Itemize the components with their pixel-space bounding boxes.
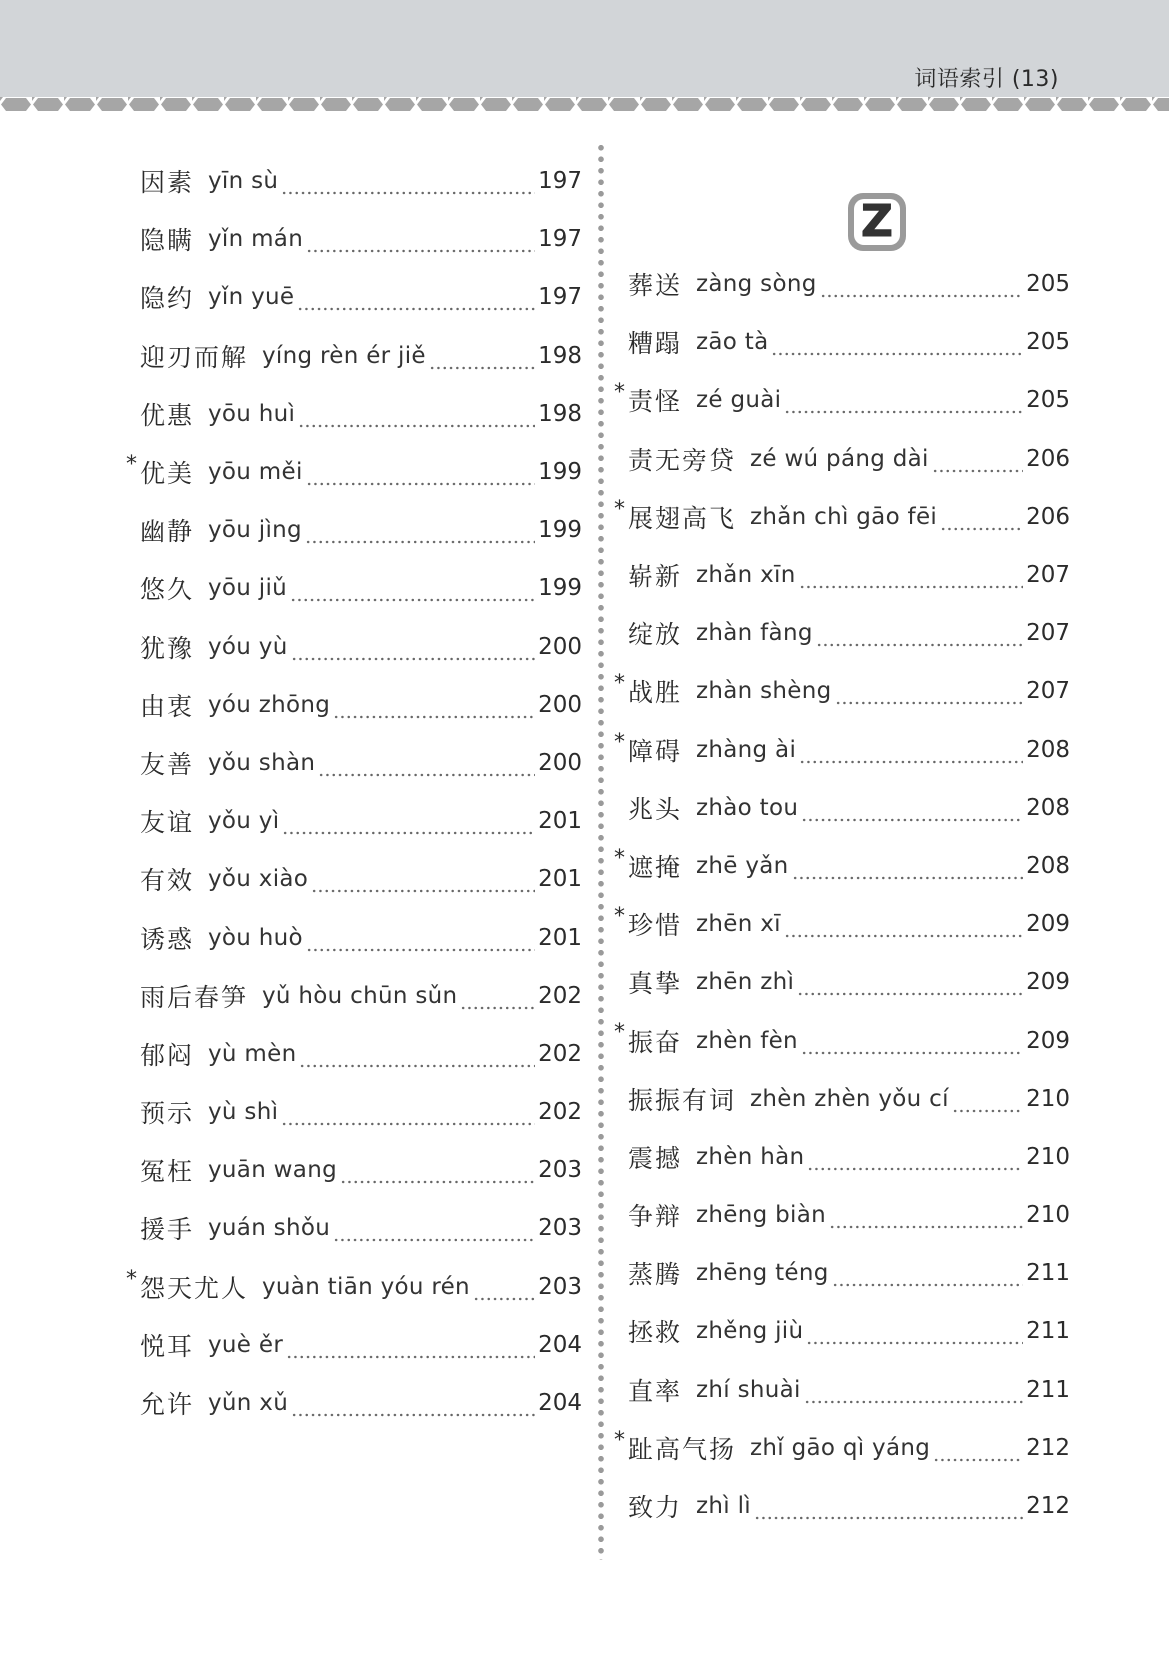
entry-hanzi: 预示 (140, 1099, 195, 1129)
entry-pinyin: yǐn yuē (208, 284, 295, 311)
index-column-right (614, 193, 1070, 1535)
star-marker-icon: * (614, 671, 625, 697)
dot-leader (807, 1147, 1023, 1171)
entry-pinyin: zhǎn chì gāo fēi (750, 503, 938, 530)
index-entry (140, 1316, 582, 1374)
entry-hanzi: 直率 (628, 1376, 683, 1406)
column-divider (597, 142, 605, 1560)
dot-leader (311, 869, 535, 893)
entry-hanzi: 责怪 (628, 387, 683, 417)
decorative-border (0, 97, 1169, 112)
dot-leader (298, 404, 535, 428)
dot-leader (804, 1380, 1023, 1404)
dot-leader (933, 1438, 1023, 1462)
index-entry (140, 1141, 582, 1199)
entry-hanzi: 真挚 (628, 969, 683, 999)
entry-hanzi: 因素 (140, 168, 195, 198)
entry-pinyin: yǒu shàn (208, 749, 316, 776)
entry-page-number: 197 (538, 284, 582, 311)
entry-hanzi: 遮掩 (628, 852, 683, 882)
entry-page-number: 207 (1026, 678, 1070, 705)
star-marker-icon: * (614, 380, 625, 406)
dot-leader (305, 520, 535, 544)
entry-page-number: 209 (1026, 1027, 1070, 1054)
entry-page-number: 200 (538, 691, 582, 718)
entry-hanzi: 冤枉 (140, 1157, 195, 1187)
entry-hanzi: 悦耳 (140, 1331, 195, 1361)
index-entry (628, 1477, 1070, 1535)
entry-page-number: 197 (538, 168, 582, 195)
entry-pinyin: zàng sòng (696, 271, 817, 298)
page-title: 词语索引 (13) (914, 67, 1059, 92)
entry-pinyin: yuán shǒu (208, 1215, 331, 1242)
entry-hanzi: 优惠 (140, 400, 195, 430)
dot-leader (306, 928, 535, 952)
dot-leader (306, 462, 535, 486)
index-list-left (126, 152, 582, 1432)
entry-page-number: 207 (1026, 620, 1070, 647)
entry-page-number: 206 (1026, 445, 1070, 472)
index-entry (628, 779, 1070, 837)
entry-pinyin: zhěng jiù (696, 1318, 804, 1345)
index-entry (628, 313, 1070, 371)
entry-page-number: 199 (538, 517, 582, 544)
dot-leader (291, 637, 536, 661)
entry-pinyin: yǒu xiào (208, 866, 309, 893)
index-entry (614, 1419, 1070, 1477)
entry-hanzi: 绽放 (628, 620, 683, 650)
entry-page-number: 199 (538, 575, 582, 602)
dot-leader (829, 1205, 1023, 1229)
dot-leader (297, 287, 535, 311)
index-entry (614, 895, 1070, 953)
entry-hanzi: 珍惜 (628, 911, 683, 941)
index-entry (140, 501, 582, 559)
index-entry (628, 546, 1070, 604)
star-marker-icon: * (126, 1266, 137, 1292)
entry-page-number: 203 (538, 1157, 582, 1184)
index-entry (614, 488, 1070, 546)
index-entry (140, 618, 582, 676)
dot-leader (940, 507, 1023, 531)
entry-pinyin: zhē yǎn (696, 852, 789, 879)
dot-leader (952, 1089, 1023, 1113)
entry-page-number: 211 (1026, 1260, 1070, 1287)
entry-hanzi: 责无旁贷 (628, 445, 737, 475)
index-entry (614, 371, 1070, 429)
index-entry (140, 1199, 582, 1257)
index-entry (140, 908, 582, 966)
entry-pinyin: yù shì (208, 1099, 279, 1126)
entry-pinyin: zhēng téng (696, 1260, 829, 1287)
index-entry (614, 721, 1070, 779)
index-list-right (614, 255, 1070, 1535)
index-entry (628, 255, 1070, 313)
entry-pinyin: yǔn xǔ (208, 1390, 289, 1417)
entry-pinyin: zhí shuài (696, 1376, 801, 1403)
entry-hanzi: 郁闷 (140, 1040, 195, 1070)
entry-hanzi: 振振有词 (628, 1085, 737, 1115)
index-entry (140, 268, 582, 326)
index-entry (140, 1083, 582, 1141)
dot-leader (835, 681, 1024, 705)
entry-page-number: 201 (538, 866, 582, 893)
dot-leader (299, 1044, 535, 1068)
star-marker-icon: * (614, 845, 625, 871)
star-marker-icon: * (126, 451, 137, 477)
entry-page-number: 197 (538, 226, 582, 253)
index-entry (628, 430, 1070, 488)
entry-hanzi: 友善 (140, 749, 195, 779)
dot-leader (333, 695, 535, 719)
index-entry (628, 1361, 1070, 1419)
star-marker-icon: * (614, 1020, 625, 1046)
index-column-left (126, 152, 582, 1432)
index-entry (614, 837, 1070, 895)
index-entry (140, 559, 582, 617)
entry-hanzi: 战胜 (628, 678, 683, 708)
dot-leader (801, 798, 1023, 822)
index-entry (140, 385, 582, 443)
entry-pinyin: zhēn xī (696, 911, 781, 938)
index-entry (140, 967, 582, 1025)
dot-leader (340, 1160, 535, 1184)
entry-hanzi: 糟蹋 (628, 329, 683, 359)
entry-pinyin: zhàng ài (696, 736, 797, 763)
index-entry (628, 953, 1070, 1011)
entry-hanzi: 隐约 (140, 284, 195, 314)
dot-leader (820, 274, 1023, 298)
entry-page-number: 200 (538, 749, 582, 776)
entry-pinyin: zhèn fèn (696, 1027, 798, 1054)
entry-pinyin: yuàn tiān yóu rén (262, 1273, 470, 1300)
entry-page-number: 212 (1026, 1434, 1070, 1461)
entry-page-number: 210 (1026, 1085, 1070, 1112)
entry-hanzi: 允许 (140, 1390, 195, 1420)
index-entry (628, 1244, 1070, 1302)
entry-page-number: 204 (538, 1390, 582, 1417)
entry-hanzi: 障碍 (628, 736, 683, 766)
entry-pinyin: yíng rèn ér jiě (262, 342, 426, 369)
dot-leader (306, 229, 535, 253)
dot-leader (429, 346, 535, 370)
dot-leader (816, 623, 1023, 647)
entry-pinyin: zhèn hàn (696, 1143, 805, 1170)
entry-hanzi: 有效 (140, 866, 195, 896)
entry-hanzi: 蒸腾 (628, 1260, 683, 1290)
index-entry (140, 792, 582, 850)
entry-page-number: 205 (1026, 329, 1070, 356)
section-letter: Z (861, 196, 893, 247)
dot-leader (784, 914, 1023, 938)
dot-leader (290, 578, 535, 602)
entry-hanzi: 友谊 (140, 808, 195, 838)
entry-pinyin: zhǐ gāo qì yáng (750, 1434, 931, 1461)
entry-pinyin: zhēng biàn (696, 1202, 826, 1229)
entry-page-number: 203 (538, 1273, 582, 1300)
index-entry (140, 152, 582, 210)
entry-hanzi: 震撼 (628, 1143, 683, 1173)
entry-page-number: 211 (1026, 1376, 1070, 1403)
entry-pinyin: yóu zhōng (208, 691, 331, 718)
entry-pinyin: zhào tou (696, 794, 799, 821)
entry-hanzi: 援手 (140, 1215, 195, 1245)
entry-pinyin: zhēn zhì (696, 969, 795, 996)
entry-hanzi: 悠久 (140, 575, 195, 605)
entry-page-number: 198 (538, 400, 582, 427)
index-entry (140, 850, 582, 908)
dot-leader (291, 1393, 535, 1417)
entry-page-number: 210 (1026, 1143, 1070, 1170)
entry-page-number: 209 (1026, 969, 1070, 996)
entry-hanzi: 怨天尤人 (140, 1273, 249, 1303)
dot-leader (792, 856, 1024, 880)
dot-leader (333, 1218, 535, 1242)
entry-page-number: 207 (1026, 562, 1070, 589)
entry-hanzi: 隐瞒 (140, 226, 195, 256)
dot-leader (799, 740, 1023, 764)
section-letter-badge (848, 193, 906, 251)
entry-hanzi: 幽静 (140, 517, 195, 547)
entry-pinyin: yǔ hòu chūn sǔn (262, 982, 458, 1009)
entry-hanzi: 崭新 (628, 562, 683, 592)
star-marker-icon: * (614, 1427, 625, 1453)
entry-hanzi: 葬送 (628, 271, 683, 301)
star-marker-icon: * (614, 904, 625, 930)
entry-page-number: 200 (538, 633, 582, 660)
index-entry (140, 676, 582, 734)
dot-leader (281, 171, 535, 195)
entry-pinyin: zé guài (696, 387, 782, 414)
entry-pinyin: zhàn shèng (696, 678, 832, 705)
index-entry (628, 1186, 1070, 1244)
entry-hanzi: 振奋 (628, 1027, 683, 1057)
entry-page-number: 201 (538, 924, 582, 951)
entry-hanzi: 雨后春笋 (140, 982, 249, 1012)
entry-pinyin: yōu huì (208, 400, 296, 427)
entry-hanzi: 迎刃而解 (140, 342, 249, 372)
entry-page-number: 202 (538, 1099, 582, 1126)
entry-pinyin: yǒu yì (208, 808, 280, 835)
dot-leader (460, 986, 535, 1010)
entry-hanzi: 优美 (140, 459, 195, 489)
entry-pinyin: zāo tà (696, 329, 769, 356)
entry-pinyin: yīn sù (208, 168, 279, 195)
index-entry (126, 1258, 582, 1316)
entry-hanzi: 兆头 (628, 794, 683, 824)
entry-pinyin: yōu měi (208, 459, 303, 486)
index-entry (614, 662, 1070, 720)
entry-page-number: 211 (1026, 1318, 1070, 1345)
dot-leader (801, 1031, 1023, 1055)
entry-pinyin: zhàn fàng (696, 620, 813, 647)
index-entry (628, 1128, 1070, 1186)
index-entry (140, 210, 582, 268)
entry-pinyin: yòu huò (208, 924, 303, 951)
entry-pinyin: yuè ěr (208, 1331, 284, 1358)
entry-hanzi: 致力 (628, 1493, 683, 1523)
entry-hanzi: 犹豫 (140, 633, 195, 663)
index-entry (628, 1070, 1070, 1128)
entry-pinyin: zhì lì (696, 1493, 751, 1520)
dot-leader (806, 1321, 1023, 1345)
entry-hanzi: 展翅高飞 (628, 503, 737, 533)
entry-hanzi: 趾高气扬 (628, 1434, 737, 1464)
entry-page-number: 208 (1026, 852, 1070, 879)
star-marker-icon: * (614, 496, 625, 522)
entry-pinyin: zhèn zhèn yǒu cí (750, 1085, 949, 1112)
entry-hanzi: 拯救 (628, 1318, 683, 1348)
dot-leader (281, 1102, 535, 1126)
entry-page-number: 204 (538, 1331, 582, 1358)
entry-page-number: 208 (1026, 736, 1070, 763)
dot-leader (286, 1335, 535, 1359)
entry-hanzi: 诱惑 (140, 924, 195, 954)
entry-page-number: 202 (538, 982, 582, 1009)
index-entry (140, 327, 582, 385)
entry-page-number: 199 (538, 459, 582, 486)
entry-hanzi: 争辩 (628, 1202, 683, 1232)
dot-leader (784, 390, 1023, 414)
star-marker-icon: * (614, 729, 625, 755)
entry-pinyin: yù mèn (208, 1040, 297, 1067)
dot-leader (797, 972, 1023, 996)
entry-page-number: 209 (1026, 911, 1070, 938)
entry-hanzi: 由衷 (140, 691, 195, 721)
index-entry (140, 1374, 582, 1432)
entry-pinyin: yuān wang (208, 1157, 337, 1184)
index-entry (628, 604, 1070, 662)
entry-pinyin: yōu jìng (208, 517, 302, 544)
index-entry (126, 443, 582, 501)
entry-page-number: 210 (1026, 1202, 1070, 1229)
dot-leader (832, 1263, 1023, 1287)
entry-page-number: 201 (538, 808, 582, 835)
entry-page-number: 205 (1026, 387, 1070, 414)
dot-leader (754, 1496, 1023, 1520)
entry-page-number: 203 (538, 1215, 582, 1242)
entry-page-number: 206 (1026, 503, 1070, 530)
index-entry (140, 734, 582, 792)
dot-leader (473, 1277, 535, 1301)
page-header (0, 0, 1169, 97)
entry-pinyin: yōu jiǔ (208, 575, 288, 602)
entry-pinyin: yǐn mán (208, 226, 304, 253)
dot-leader (318, 753, 535, 777)
index-entry (628, 1302, 1070, 1360)
entry-page-number: 208 (1026, 794, 1070, 821)
dot-leader (799, 565, 1023, 589)
entry-page-number: 202 (538, 1040, 582, 1067)
dot-leader (282, 811, 535, 835)
entry-page-number: 205 (1026, 271, 1070, 298)
dot-leader (932, 449, 1023, 473)
entry-page-number: 212 (1026, 1493, 1070, 1520)
entry-pinyin: yóu yù (208, 633, 288, 660)
dot-leader (771, 332, 1023, 356)
index-entry (140, 1025, 582, 1083)
entry-page-number: 198 (538, 342, 582, 369)
index-entry (614, 1011, 1070, 1069)
entry-pinyin: zé wú páng dài (750, 445, 929, 472)
entry-pinyin: zhǎn xīn (696, 562, 796, 589)
